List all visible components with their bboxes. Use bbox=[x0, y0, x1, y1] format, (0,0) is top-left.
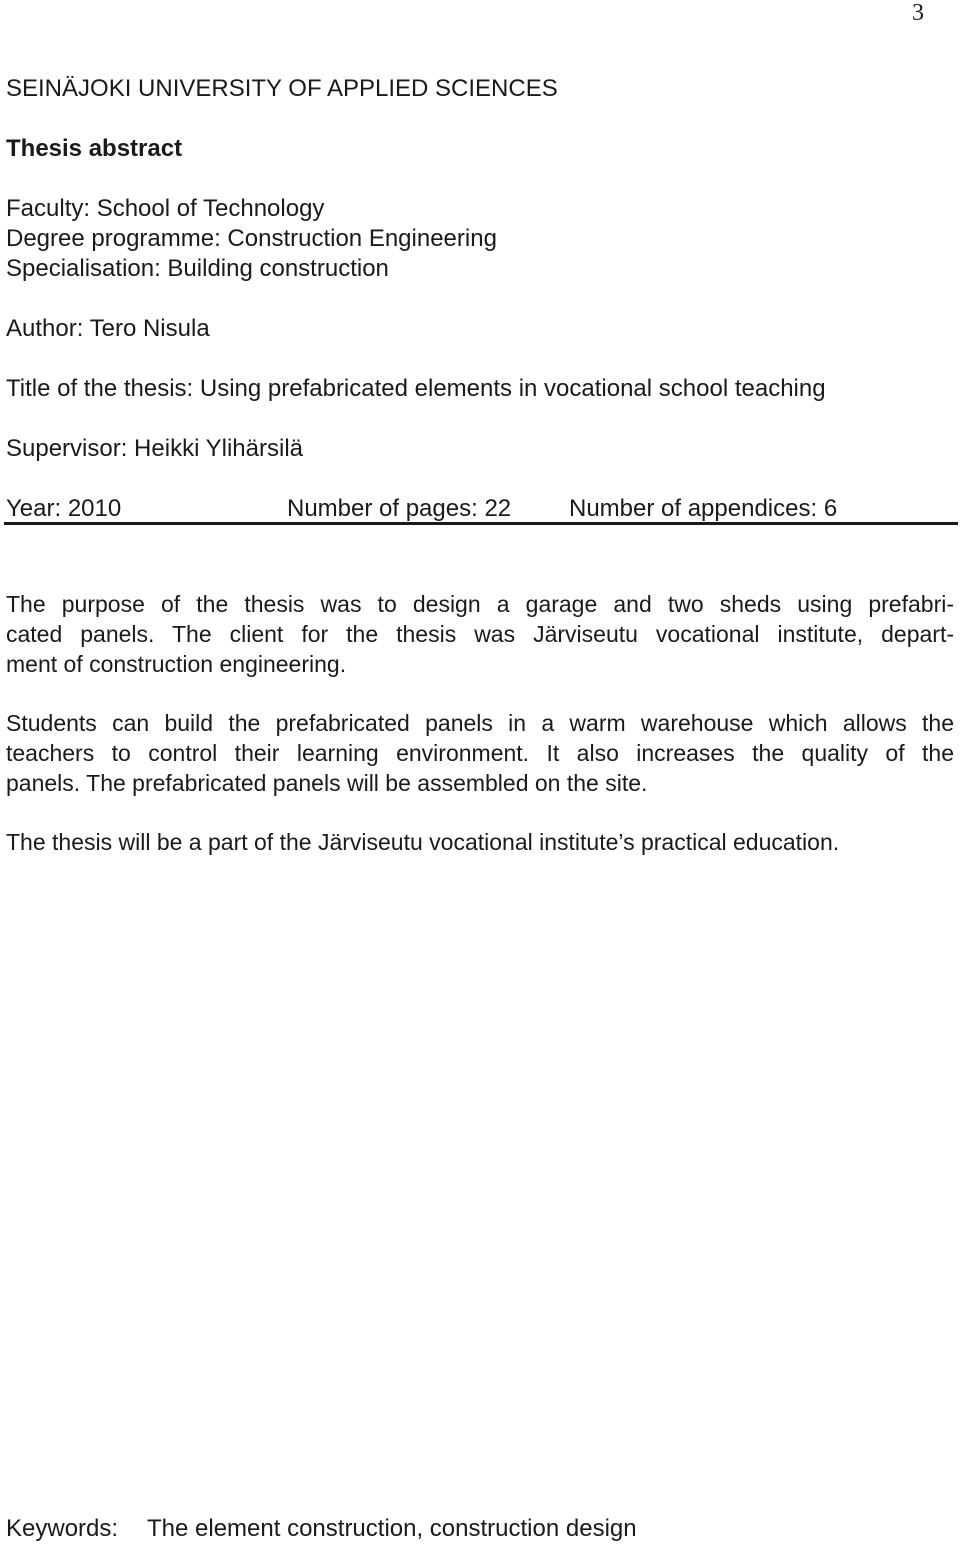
pages-field: Number of pages: 22 bbox=[287, 495, 512, 522]
abstract-heading: Thesis abstract bbox=[6, 135, 183, 162]
page-number: 3 bbox=[912, 0, 924, 26]
abstract-paragraph-1 bbox=[6, 589, 954, 679]
paragraph-line: Students can build the prefabricated panels in a warm warehouse which allows the bbox=[6, 710, 954, 736]
faculty-line: Faculty: School of Technology bbox=[6, 195, 325, 222]
paragraph-line: The thesis will be a part of the Järviseutu vocational institute’s practical education. bbox=[6, 829, 840, 855]
degree-programme-line: Degree programme: Construction Engineering bbox=[6, 225, 497, 252]
abstract-paragraph-3 bbox=[6, 827, 954, 857]
keywords-label: Keywords: bbox=[6, 1515, 119, 1542]
specialisation-line: Specialisation: Building construction bbox=[6, 255, 389, 282]
abstract-paragraph-2 bbox=[6, 708, 954, 798]
author-line: Author: Tero Nisula bbox=[6, 315, 210, 342]
appendices-field: Number of appendices: 6 bbox=[569, 495, 838, 522]
paragraph-line: panels. The prefabricated panels will be assembled on the site. bbox=[6, 770, 648, 796]
paragraph-line: ment of construction engineering. bbox=[6, 651, 347, 677]
institution-name: SEINÄJOKI UNIVERSITY OF APPLIED SCIENCES bbox=[6, 75, 558, 102]
supervisor-line: Supervisor: Heikki Ylihärsilä bbox=[6, 435, 303, 462]
year-field: Year: 2010 bbox=[6, 495, 122, 522]
keywords-value: The element construction, construction design bbox=[147, 1515, 637, 1542]
paragraph-line: teachers to control their learning environment. It also increases the quality of the bbox=[6, 740, 954, 766]
thesis-title-line: Title of the thesis: Using prefabricated elements in vocational school teaching bbox=[6, 375, 826, 402]
paragraph-line: The purpose of the thesis was to design a garage and two sheds using prefabri- bbox=[6, 591, 954, 617]
header-divider bbox=[4, 522, 958, 525]
paragraph-line: cated panels. The client for the thesis was Järviseutu vocational institute, depart- bbox=[6, 621, 954, 647]
